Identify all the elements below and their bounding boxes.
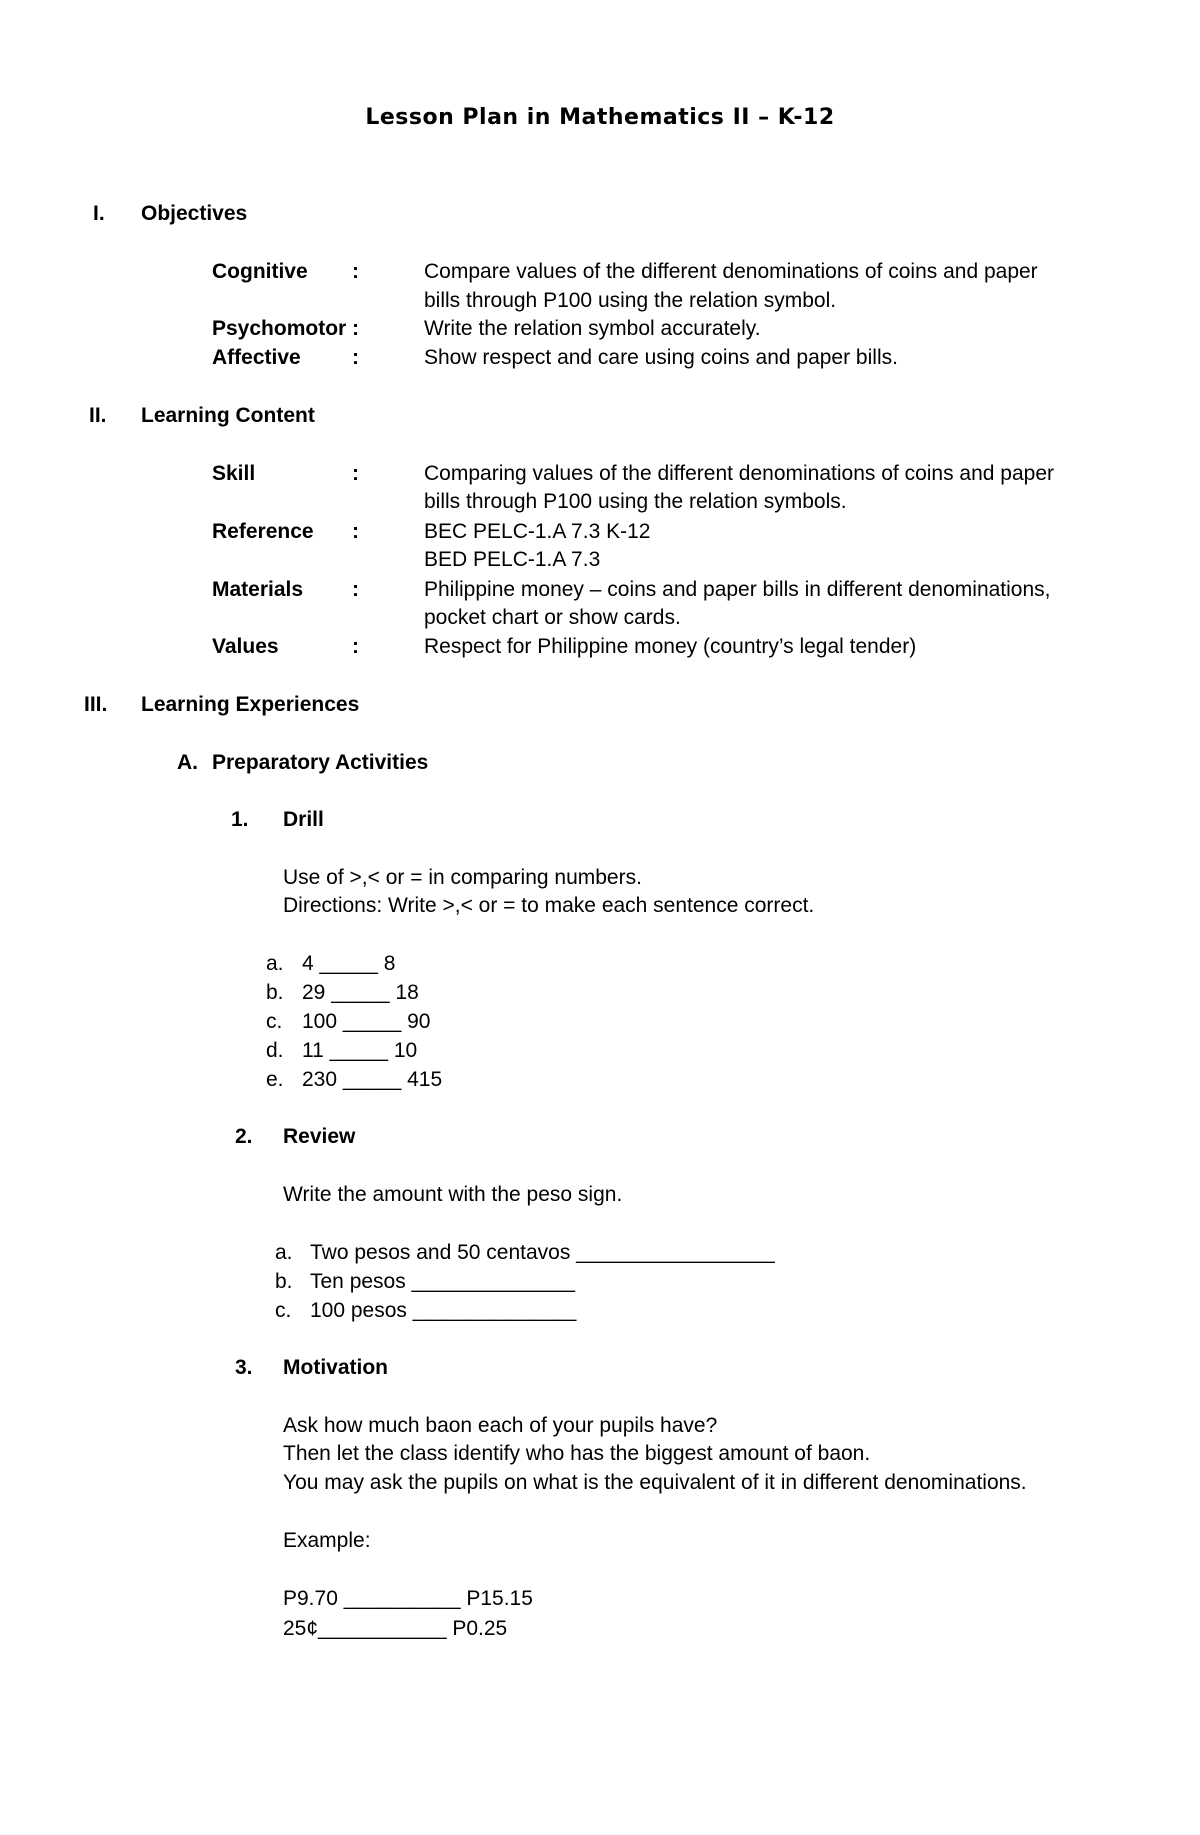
objective-text: bills through P100 using the relation symbol. (424, 289, 837, 312)
content-colon: : (352, 635, 359, 658)
section-3-number: III. (84, 693, 108, 716)
content-text: Philippine money – coins and paper bills in different denominations, (424, 578, 1051, 601)
content-colon: : (352, 578, 359, 601)
drill-heading: Drill (283, 808, 324, 831)
content-colon: : (352, 462, 359, 485)
motivation-text: Then let the class identify who has the biggest amount of baon. (283, 1442, 871, 1465)
list-item-letter: c. (275, 1299, 292, 1322)
list-item-letter: d. (266, 1039, 284, 1062)
review-heading: Review (283, 1125, 356, 1148)
objective-colon: : (352, 260, 359, 283)
motivation-number: 3. (235, 1356, 253, 1379)
content-colon: : (352, 520, 359, 543)
content-text: BEC PELC-1.A 7.3 K-12 (424, 520, 651, 543)
subsection-letter: A. (177, 751, 198, 774)
list-item-letter: a. (266, 952, 284, 975)
example-label: Example: (283, 1529, 371, 1552)
drill-text: Use of >,< or = in comparing numbers. (283, 866, 642, 889)
content-label: Skill (212, 462, 256, 485)
review-number: 2. (235, 1125, 253, 1148)
content-text: pocket chart or show cards. (424, 606, 681, 629)
motivation-heading: Motivation (283, 1356, 388, 1379)
motivation-text: Ask how much baon each of your pupils have? (283, 1414, 718, 1437)
content-text: BED PELC-1.A 7.3 (424, 548, 601, 571)
list-item: 29 _____ 18 (302, 981, 419, 1004)
drill-number: 1. (231, 808, 249, 831)
content-text: Comparing values of the different denominations of coins and paper (424, 462, 1055, 485)
content-text: Respect for Philippine money (country’s legal tender) (424, 635, 917, 658)
list-item-letter: a. (275, 1241, 293, 1264)
objective-text: Show respect and care using coins and paper bills. (424, 346, 898, 369)
motivation-text: You may ask the pupils on what is the equivalent of it in different denominations. (283, 1471, 1027, 1494)
objective-label: Affective (212, 346, 301, 369)
list-item: 230 _____ 415 (302, 1068, 443, 1091)
list-item: 4 _____ 8 (302, 952, 396, 975)
list-item: Two pesos and 50 centavos _________________ (310, 1241, 775, 1264)
section-3-heading: Learning Experiences (141, 693, 360, 716)
objective-colon: : (352, 346, 359, 369)
section-1-number: I. (93, 202, 105, 225)
drill-directions: Directions: Write >,< or = to make each sentence correct. (283, 894, 815, 917)
list-item: 11 _____ 10 (302, 1039, 418, 1062)
subsection-heading: Preparatory Activities (212, 751, 429, 774)
objective-label: Cognitive (212, 260, 308, 283)
page-title: Lesson Plan in Mathematics II – K-12 (365, 105, 835, 130)
review-text: Write the amount with the peso sign. (283, 1183, 623, 1206)
content-text: bills through P100 using the relation symbols. (424, 490, 847, 513)
list-item-letter: c. (266, 1010, 283, 1033)
objective-text: Write the relation symbol accurately. (424, 317, 761, 340)
example-line: P9.70 __________ P15.15 (283, 1587, 533, 1610)
content-label: Values (212, 635, 279, 658)
content-label: Reference (212, 520, 314, 543)
objective-colon: : (352, 317, 359, 340)
section-2-number: II. (89, 404, 107, 427)
list-item-letter: b. (275, 1270, 293, 1293)
list-item-letter: e. (266, 1068, 284, 1091)
list-item: Ten pesos ______________ (310, 1270, 576, 1293)
objective-label: Psychomotor (212, 317, 347, 340)
list-item: 100 _____ 90 (302, 1010, 431, 1033)
list-item-letter: b. (266, 981, 284, 1004)
example-line: 25¢___________ P0.25 (283, 1617, 508, 1640)
section-1-heading: Objectives (141, 202, 248, 225)
section-2-heading: Learning Content (141, 404, 315, 427)
content-label: Materials (212, 578, 304, 601)
list-item: 100 pesos ______________ (310, 1299, 577, 1322)
objective-text: Compare values of the different denominations of coins and paper (424, 260, 1038, 283)
